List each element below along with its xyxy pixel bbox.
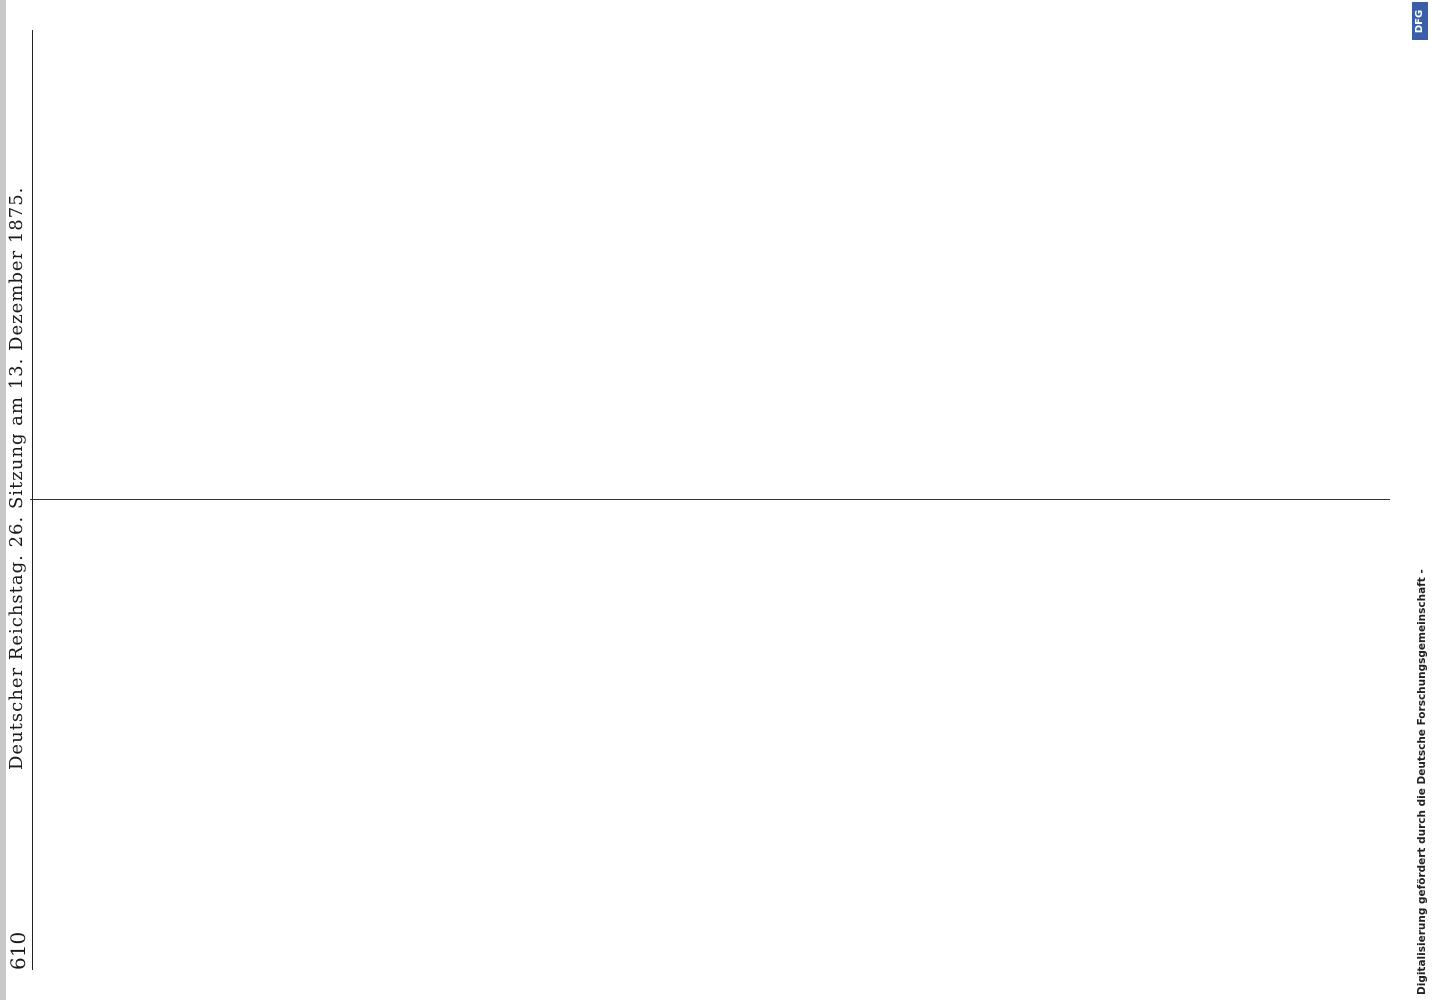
column-divider: [30, 499, 1390, 500]
dfg-logo: [1412, 2, 1428, 40]
header-rule: [32, 30, 33, 970]
left-column: [34, 515, 1394, 970]
page-number: 610: [6, 931, 30, 970]
right-column: [34, 30, 1394, 485]
digitization-note: Digitalisierung gefördert durch die Deutsche Forschungsgemeinschaft -: [1416, 569, 1428, 995]
dfg-logo-label: DFG: [1414, 9, 1426, 33]
running-title: Deutscher Reichstag. 26. Sitzung am 13. Dezember 1875.: [6, 186, 27, 770]
page-header: [6, 30, 28, 970]
digitization-sidebar: [1404, 0, 1432, 1000]
